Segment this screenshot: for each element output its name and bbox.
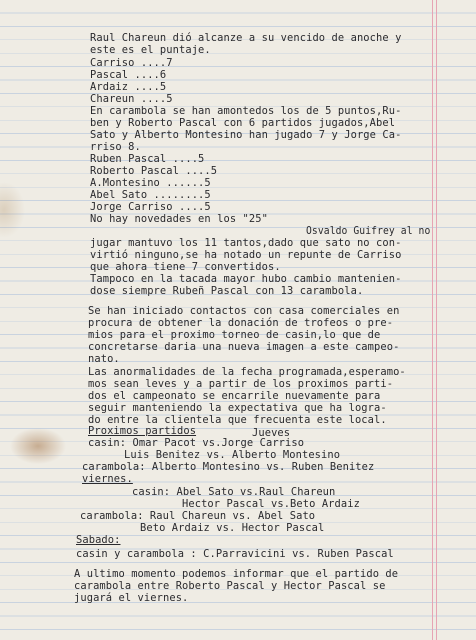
text-line: concretarse daria una nueva imagen a este campeo-: [88, 341, 400, 353]
match-line: Hector Pascal vs.Beto Ardaiz: [182, 498, 360, 510]
match-line: Beto Ardaiz vs. Hector Pascal: [140, 522, 325, 534]
text-line: Carriso ....7: [90, 57, 173, 69]
text-line: No hay novedades en los "25": [90, 213, 268, 225]
text-line: procura de obtener la donación de trofeos o pre-: [88, 317, 394, 329]
text-line: Se han iniciado contactos con casa comerciales en: [88, 305, 400, 317]
text-line: A ultimo momento podemos informar que el partido de: [74, 568, 399, 580]
text-line: A.Montesino ......5: [90, 177, 211, 189]
text-line: dose siempre Rubeñ Pascal con 13 carambola.: [90, 285, 364, 297]
text-line: este es el puntaje.: [90, 44, 211, 56]
text-line: nato.: [88, 353, 120, 365]
text-line: Osvaldo Guifrey al no: [306, 225, 431, 237]
day-heading: viernes.: [82, 473, 133, 485]
match-line: casin: Abel Sato vs.Raul Chareun: [132, 486, 336, 498]
text-line: mos sean leves y a partir de los proximos parti-: [88, 378, 394, 390]
text-line: rriso 8.: [90, 141, 141, 153]
match-line: Luis Benitez vs. Alberto Montesino: [124, 449, 341, 461]
text-line: dos el campeonato se encarrile nuevamente para: [88, 390, 381, 402]
match-line: carambola: Raul Chareun vs. Abel Sato: [80, 510, 316, 522]
text-line: Las anormalidades de la fecha programada,esperamo-: [88, 366, 406, 378]
text-line: Chareun ....5: [90, 93, 173, 105]
text-line: Abel Sato ........5: [90, 189, 211, 201]
text-line: virtió ninguno,se ha notado un repunte de Carriso: [90, 249, 402, 261]
text-line: jugar mantuvo los 11 tantos,dado que sato no con-: [90, 237, 402, 249]
text-line: Tampoco en la tacada mayor hubo cambio mantenien-: [90, 273, 402, 285]
text-line: carambola entre Roberto Pascal y Hector Pascal se: [74, 580, 386, 592]
text-line: Jorge Carriso ....5: [90, 201, 211, 213]
text-line: Pascal ....6: [90, 69, 167, 81]
text-line: Roberto Pascal ....5: [90, 165, 218, 177]
text-line: que ahora tiene 7 convertidos.: [90, 261, 281, 273]
text-line: Sato y Alberto Montesino han jugado 7 y Jorge Ca-: [90, 129, 402, 141]
text-line: mios para el proximo torneo de casin,lo que de: [88, 329, 381, 341]
text-line: Ruben Pascal ....5: [90, 153, 205, 165]
text-line: Ardaiz ....5: [90, 81, 167, 93]
text-line: do entre la clientela que frecuenta este local.: [88, 414, 387, 426]
text-line: En carambola se han amontedos los de 5 puntos,Ru-: [90, 105, 402, 117]
text-line: Raul Chareun dió alcanze a su vencido de anoche y: [90, 32, 402, 44]
text-line: ben y Roberto Pascal con 6 partidos jugados,Abel: [90, 117, 396, 129]
match-line: carambola: Alberto Montesino vs. Ruben Benitez: [82, 461, 375, 473]
section-heading: Proximos partidos: [88, 425, 197, 437]
text-line: seguir manteniendo la expectativa que ha logra-: [88, 402, 387, 414]
day-heading: Sabado:: [76, 534, 121, 546]
text-line: jugará el viernes.: [74, 592, 189, 604]
match-line: casin y carambola : C.Parravicini vs. Ruben Pascal: [76, 548, 394, 560]
day-heading: Jueves: [252, 427, 291, 439]
match-line: casin: Omar Pacot vs.Jorge Carriso: [88, 437, 305, 449]
